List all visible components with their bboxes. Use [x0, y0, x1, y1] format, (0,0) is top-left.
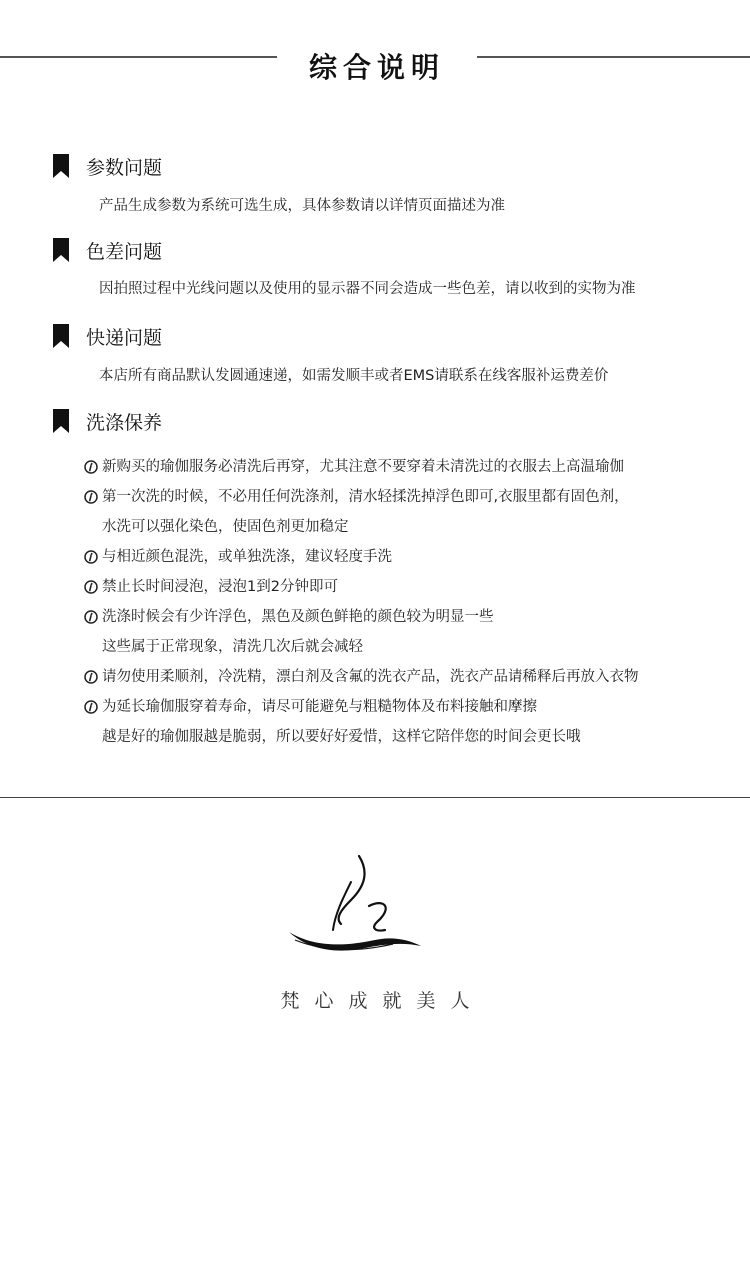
- brand-logo: [285, 852, 425, 956]
- care-item-text: 为延长瑜伽服穿着寿命，请尽可能避免与粗糙物体及布料接触和摩擦: [102, 699, 537, 715]
- care-item: [84, 602, 724, 632]
- care-item: [84, 572, 724, 602]
- section-title: 快递问题: [86, 326, 163, 349]
- care-item-text: 水洗可以强化染色，使固色剂更加稳定: [102, 519, 349, 535]
- care-item: [84, 662, 724, 692]
- care-item-text: 越是好的瑜伽服越是脆弱，所以要好好爱惜，这样它陪伴您的时间会更长哦: [102, 729, 581, 745]
- bookmark-icon: [53, 238, 69, 262]
- info-icon: [84, 670, 98, 684]
- section-params-heading: [53, 153, 162, 179]
- section-params-text: 产品生成参数为系统可选生成，具体参数请以详情页面描述为准: [99, 198, 505, 214]
- header-rule-right: [477, 56, 750, 58]
- care-item-text: 请勿使用柔顺剂，冷洗精，漂白剂及含氟的洗衣产品，洗衣产品请稀释后再放入衣物: [102, 669, 639, 685]
- care-item-text: 禁止长时间浸泡，浸泡1到2分钟即可: [102, 579, 338, 595]
- section-care-heading: [53, 408, 162, 434]
- section-title: 洗涤保养: [86, 411, 163, 434]
- info-icon: [84, 580, 98, 594]
- section-title: 色差问题: [86, 240, 163, 263]
- header-rule-left: [0, 56, 277, 58]
- care-item-text: 新购买的瑜伽服务必清洗后再穿，尤其注意不要穿着未清洗过的衣服去上高温瑜伽: [102, 459, 624, 475]
- care-item-continuation: [84, 632, 724, 662]
- care-item-text: 第一次洗的时候，不必用任何洗涤剂，清水轻揉洗掉浮色即可,衣服里都有固色剂，: [102, 489, 629, 505]
- section-shipping-heading: [53, 323, 162, 349]
- section-color-heading: [53, 237, 162, 263]
- brand-slogan: 梵心成就美人: [280, 990, 485, 1012]
- info-icon: [84, 700, 98, 714]
- bookmark-icon: [53, 154, 69, 178]
- care-item-text: 与相近颜色混洗，或单独洗涤，建议轻度手洗: [102, 549, 392, 565]
- info-icon: [84, 550, 98, 564]
- section-shipping-text: 本店所有商品默认发圆通速递，如需发顺丰或者EMS请联系在线客服补运费差价: [99, 368, 609, 384]
- care-item: [84, 452, 724, 482]
- section-title: 参数问题: [86, 156, 163, 179]
- info-icon: [84, 460, 98, 474]
- care-item: [84, 542, 724, 572]
- care-item: [84, 692, 724, 722]
- care-item-continuation: [84, 512, 724, 542]
- section-divider: [0, 797, 750, 798]
- bookmark-icon: [53, 324, 69, 348]
- care-item-text: 洗涤时候会有少许浮色，黑色及颜色鲜艳的颜色较为明显一些: [102, 609, 494, 625]
- care-item-continuation: [84, 722, 724, 752]
- care-list: [84, 452, 724, 752]
- care-item-text: 这些属于正常现象，清洗几次后就会减轻: [102, 639, 363, 655]
- page-title: 综合说明: [308, 51, 445, 84]
- info-icon: [84, 610, 98, 624]
- care-item: [84, 482, 724, 512]
- bookmark-icon: [53, 409, 69, 433]
- section-color-text: 因拍照过程中光线问题以及使用的显示器不同会造成一些色差，请以收到的实物为准: [99, 281, 636, 297]
- info-icon: [84, 490, 98, 504]
